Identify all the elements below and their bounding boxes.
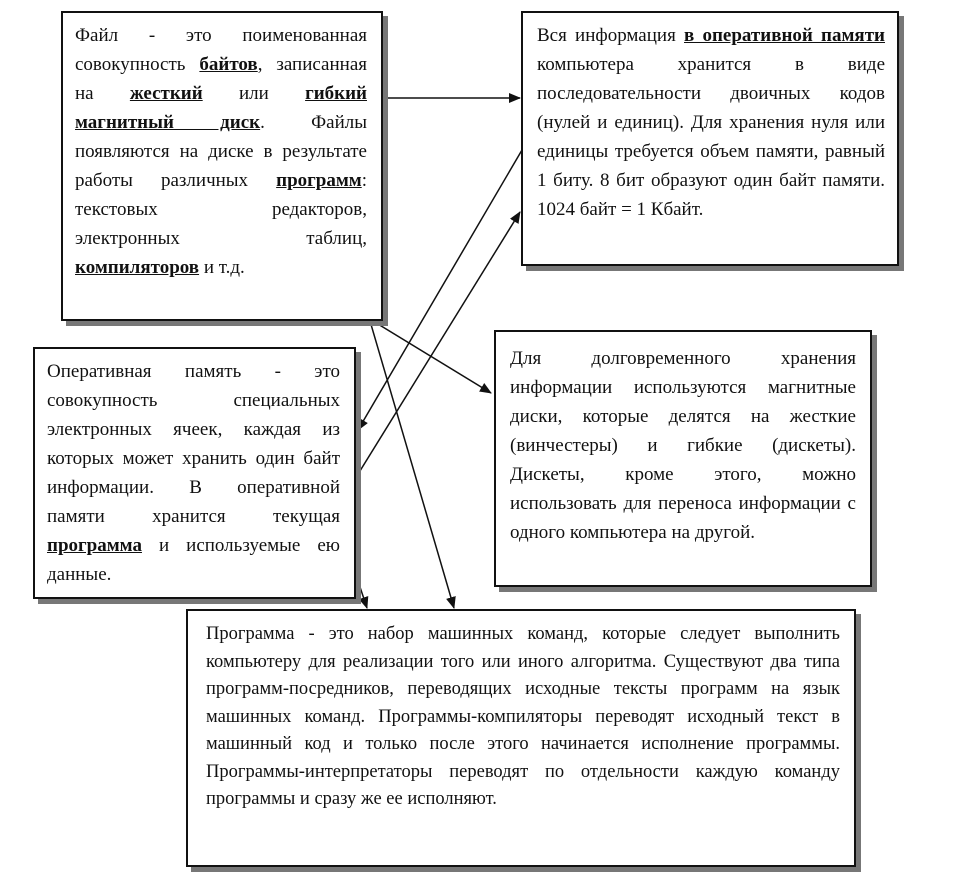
long-term-storage-box [494,330,872,587]
term-bytes: байтов [199,54,258,75]
ram-definition-box [33,347,356,599]
program-definition-box [186,609,856,867]
binary-storage-box [521,11,899,266]
program-definition-text: Программа - это набор машинных команд, которые следует выполнить компьютеру для реализации того или иного алгоритма. Существуют два типа программ-посредников, переводящих исходные тексты программ на язык машинных команд. Программы-компиляторы переводят исходный текст в машинный код и только после этого начинается исполнение программы. Программы-интерпретаторы переводят по отдельности каждую команду программы и сразу же ее исполняют. [206,624,840,809]
ram-definition-text: Оперативная память - это совокупность специальных электронных ячеек, каждая из которых может хранить один байт информации. В оперативной памяти хранится текущая программа и используемые ею данные. [47,361,340,585]
term-programs: программ [276,170,362,191]
term-program: программа [47,535,142,556]
file-definition-text: Файл - это поименованная совокупность байтов, записанная на жесткий или гибкий магнитный диск. Файлы появляются на диске в результате работы различных программ: текстовых редакторов, электронных таблиц, компиляторов и т.д. [75,25,367,278]
binary-storage-text: Вся информация в оперативной памяти компьютера хранится в виде последовательности двоичных кодов (нулей и единиц). Для хранения нуля или единицы требуется объем памяти, равный 1 биту. 8 бит образуют один байт памяти. 1024 байт = 1 Кбайт. [537,25,885,220]
term-compilers: компиляторов [75,257,200,278]
term-in-ram: в оперативной памяти [684,25,885,46]
term-hard: жесткий [129,83,203,104]
long-term-storage-text: Для долговременного хранения информации используются магнитные диски, которые делятся на жесткие (винчестеры) и гибкие (дискеты). Дискеты, кроме этого, можно использовать для переноса информации с одного компьютера на другой. [510,348,856,543]
arrow-file-to-program [370,321,454,608]
file-definition-box [61,11,383,321]
term-floppy-disk: гибкий магнитный диск [75,83,367,133]
arrow-file-to-storage [373,321,491,393]
arrow-ram-to-program [355,572,367,608]
